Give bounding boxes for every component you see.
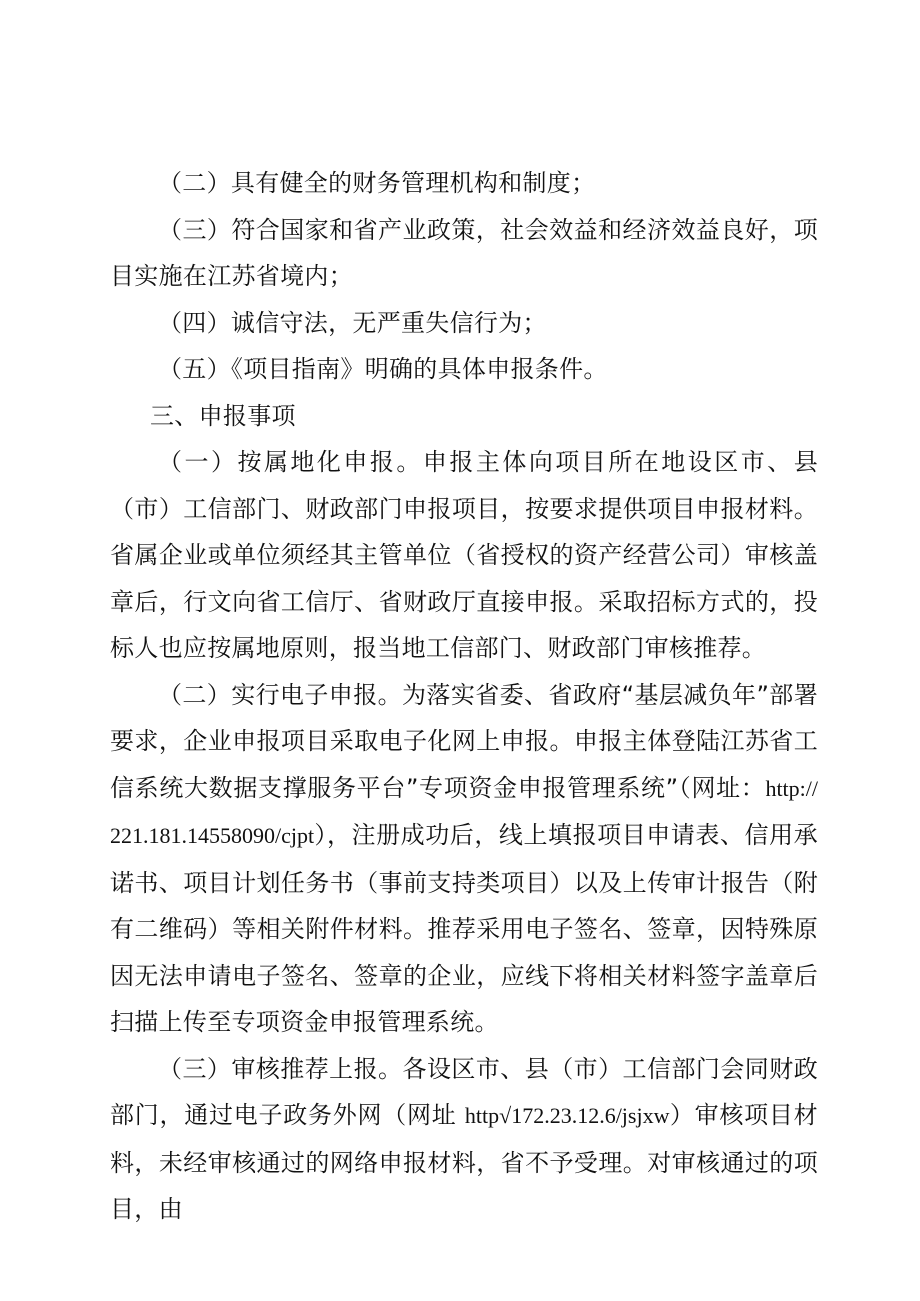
- paragraph-local-application: （一）按属地化申报。申报主体向项目所在地设区市、县（市）工信部门、财政部门申报项目，按要求提供项目申报材料。省属企业或单位须经其主管单位（省授权的资产经营公司）审核盖章后，行文向省工信厅、省财政厅直接申报。采取招标方式的，投标人也应按属地原则，报当地工信部门、财政部门审核推荐。: [110, 448, 818, 662]
- electronic-application-text-start: （二）实行电子申报。为落实省委、省政府“基层减负年”部署要求，企业申报项目采取电子化网上申报。申报主体登陆江苏省工信系统大数据支撑服务平台”专项资金申报管理系统”（网址：: [110, 680, 818, 802]
- paragraph-condition-5: （五）《项目指南》明确的具体申报条件。: [158, 355, 608, 383]
- government-network-url: http√172.23.12.6/jsjxw: [464, 1103, 670, 1128]
- document-body: [110, 160, 818, 1233]
- paragraph-condition-2: （二）具有健全的财务管理机构和制度；: [158, 169, 596, 197]
- paragraph-electronic-application: [110, 672, 818, 1046]
- application-system-url: http://221.181.14558090/cjpt: [110, 775, 818, 848]
- review-text-end: ）审核项目材料，未经审核通过的网络申报材料，省不予受理。对审核通过的项目，由: [110, 1101, 818, 1223]
- review-text-start: （三）审核推荐上报。各设区市、县（市）工信部门会同财政部门，通过电子政务外网（网址: [110, 1054, 818, 1129]
- paragraph-review-recommendation: [110, 1046, 818, 1233]
- paragraph-condition-4: （四）诚信守法，无严重失信行为；: [158, 308, 547, 337]
- section-heading-application-items: 三、申报事项: [150, 401, 296, 430]
- paragraph-condition-3: （三）符合国家和省产业政策，社会效益和经济效益良好，项目实施在江苏省境内；: [110, 215, 818, 290]
- electronic-application-text-end: ），注册成功后，线上填报项目申请表、信用承诺书、项目计划任务书（事前支持类项目）以及上传审计报告（附有二维码）等相关附件材料。推荐采用电子签名、签章，因特殊原因无法申请电子签名、签章的企业，应线下将相关材料签字盖章后扫描上传至专项资金申报管理系统。: [110, 821, 818, 1036]
